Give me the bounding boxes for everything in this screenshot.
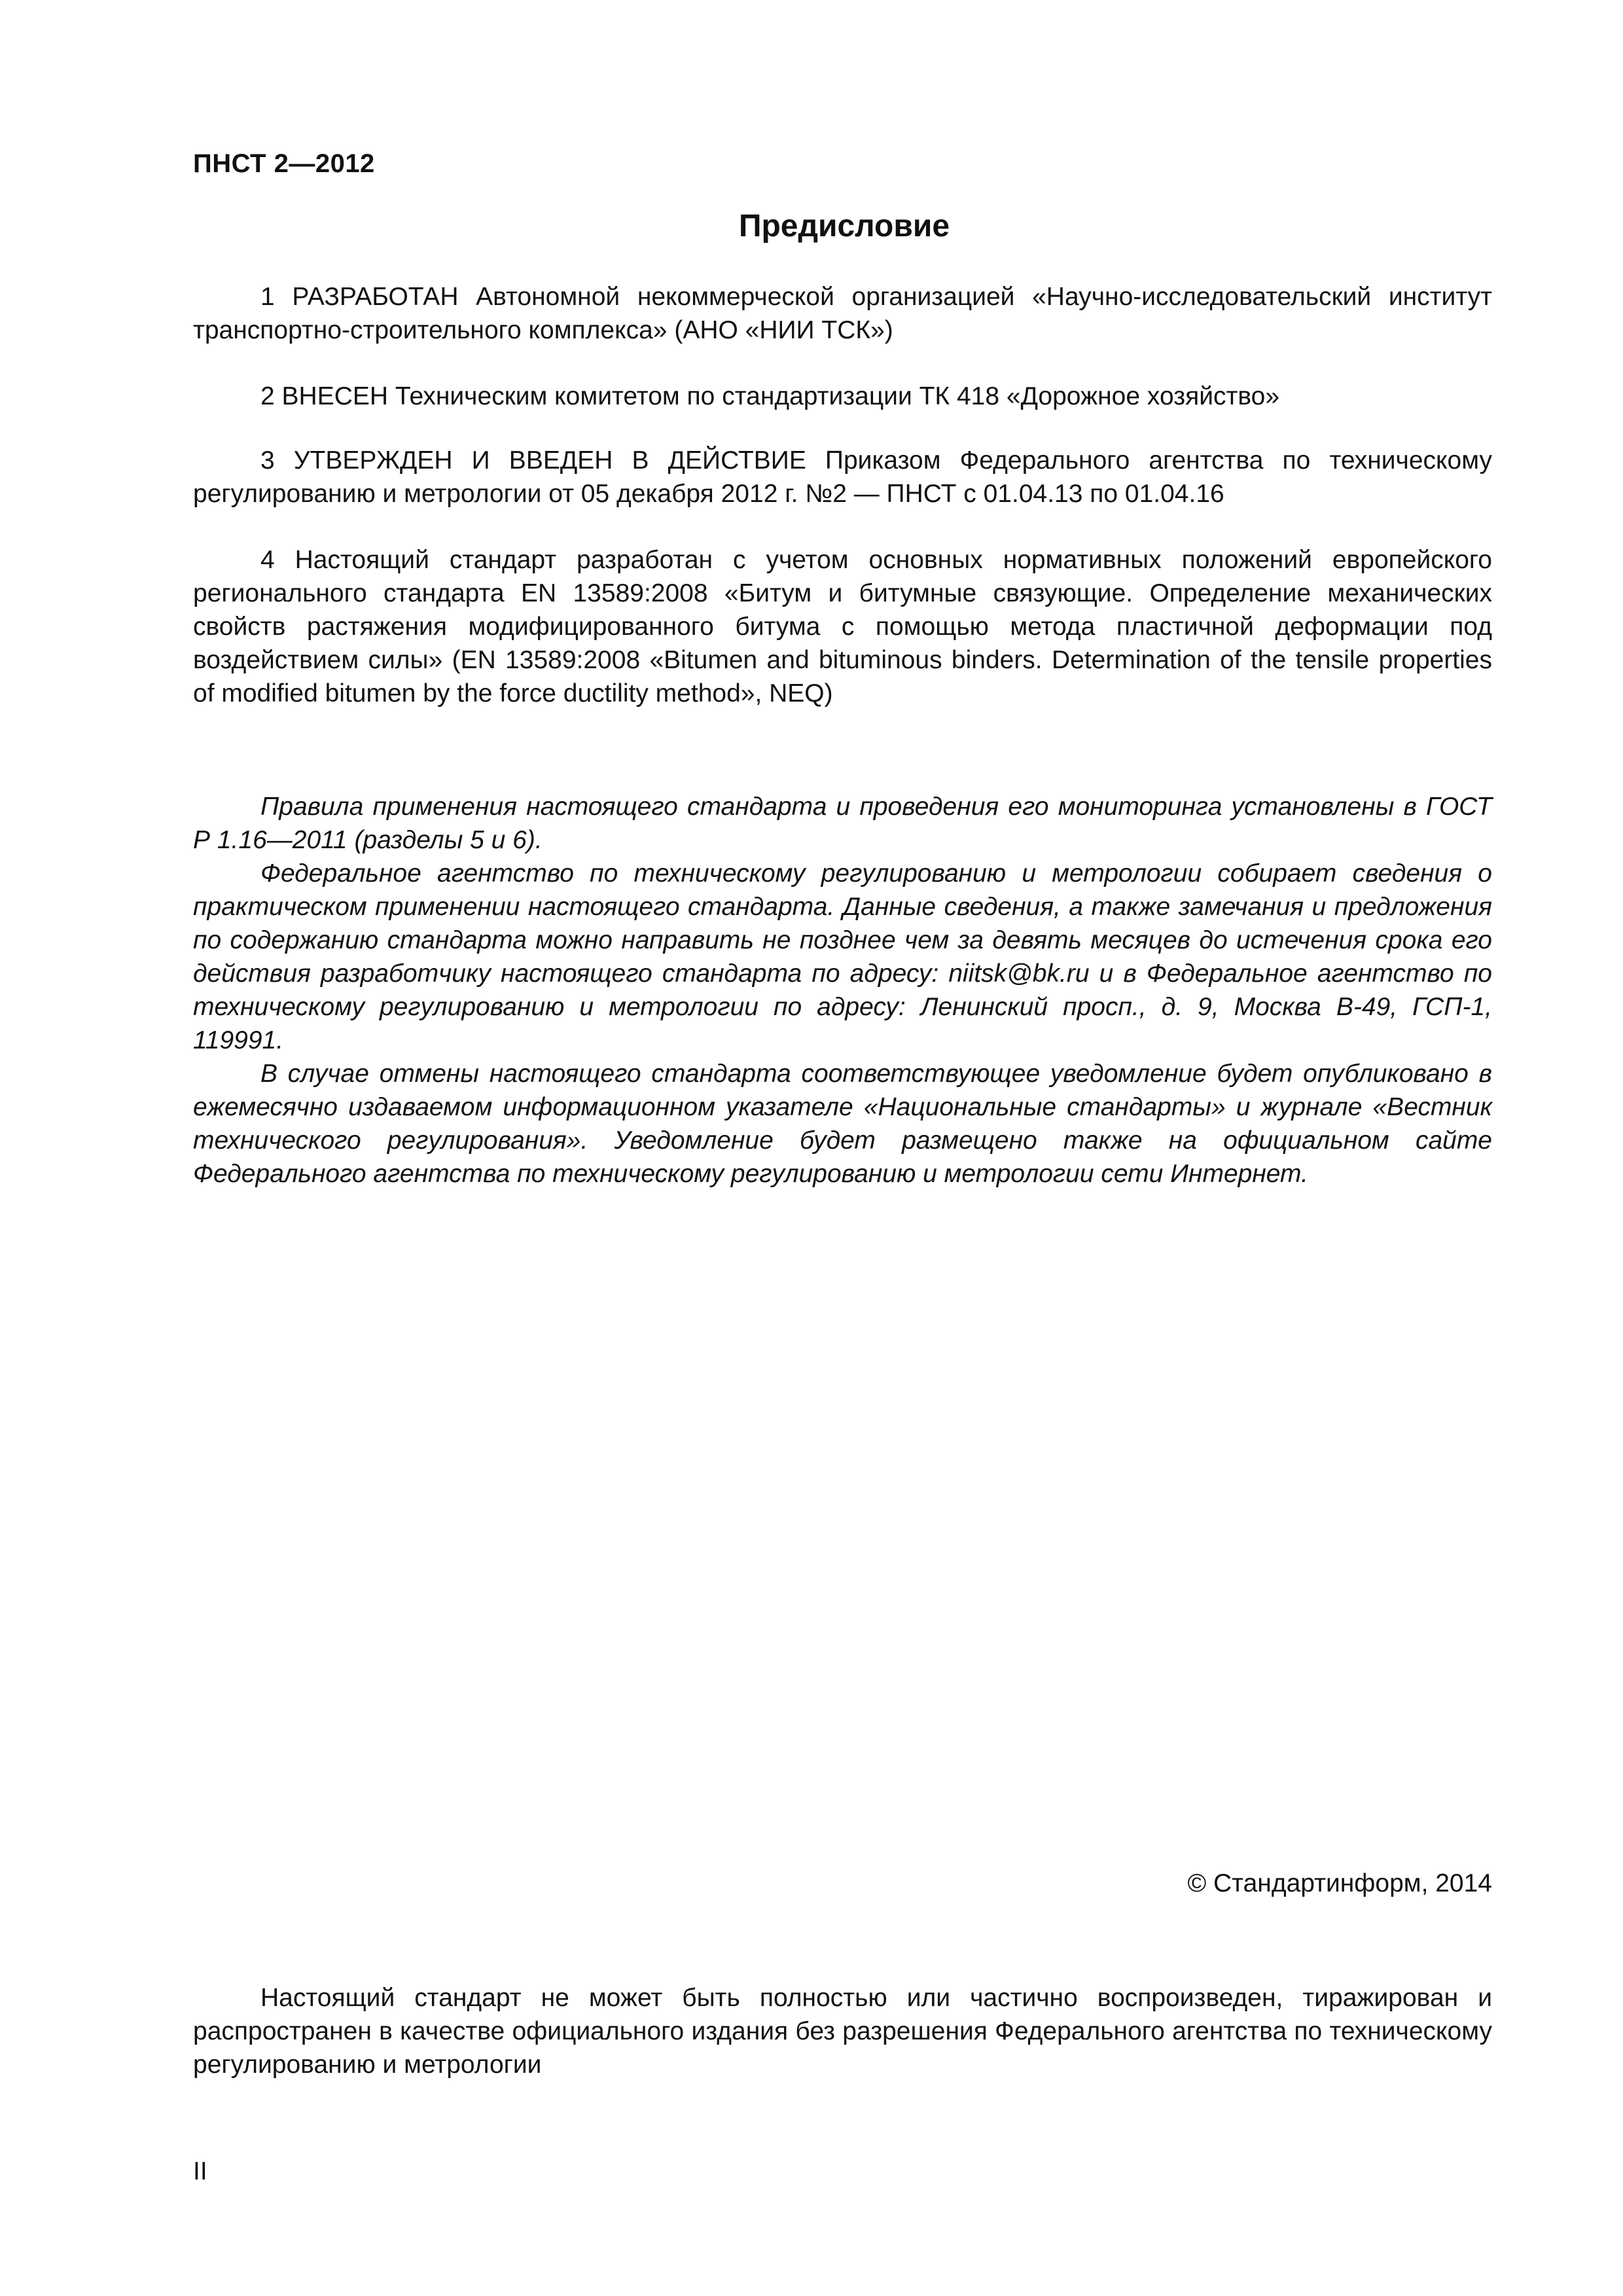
note-paragraph: Федеральное агентство по техническому регулированию и метрологии собирает сведения о практическом применении настоящего стандарта. Данные сведения, а также замечания и предложения по содержанию стандарта можно направить не позднее чем за девять месяцев до истечения срока его действия разработчику настоящего стандарта по адресу: niitsk@bk.ru и в Федеральное агентство по техническому регулированию и метрологии по адресу: Ленинский просп., д. 9, Москва В-49, ГСП-1, 119991. — [193, 859, 1492, 1054]
notes-section — [193, 790, 1492, 1191]
page-title: Предисловие — [738, 209, 950, 243]
foreword-item-4 — [193, 543, 1492, 710]
foreword-item-3 — [193, 444, 1492, 511]
note-paragraph: Правила применения настоящего стандарта и проведения его мониторинга установлены в ГОСТ Р 1.16—2011 (разделы 5 и 6). — [193, 793, 1492, 854]
reproduction-notice-text: Настоящий стандарт не может быть полностью или частично воспроизведен, тиражирован и распространен в качестве официального издания без разрешения Федерального агентства по техническому регулированию и метрологии — [193, 1984, 1492, 2079]
note-paragraph: В случае отмены настоящего стандарта соответствующее уведомление будет опубликовано в ежемесячно издаваемом информационном указателе «Национальные стандарты» и журнале «Вестник технического регулирования». Уведомление будет размещено также на официальном сайте Федерального агентства по техническому регулированию и метрологии сети Интернет. — [193, 1060, 1492, 1188]
foreword-item-text: 1 РАЗРАБОТАН Автономной некоммерческой организацией «Научно-исследовательский институт транспортно-строительного комплекса» (АНО «НИИ ТСК») — [193, 283, 1492, 344]
copyright-line: © Стандартинформ, 2014 — [1187, 1869, 1492, 1897]
reproduction-notice — [193, 1981, 1492, 2081]
foreword-item-text: 4 Настоящий стандарт разработан с учетом основных нормативных положений европейского регионального стандарта EN 13589:2008 «Битум и битумные связующие. Определение механических свойств растяжения модифицированного битума с помощью метода пластичной деформации под воздействием силы» (EN 13589:2008 «Bitumen and bituminous binders. Determination of the tensile properties of modified bitumen by the force ductility method», NEQ) — [193, 546, 1492, 708]
foreword-item-text: 3 УТВЕРЖДЕН И ВВЕДЕН В ДЕЙСТВИЕ Приказом Федерального агентства по техническому регулированию и метрологии от 05 декабря 2012 г. №2 — ПНСТ с 01.04.13 по 01.04.16 — [193, 446, 1492, 508]
foreword-item-text: 2 ВНЕСЕН Техническим комитетом по стандартизации ТК 418 «Дорожное хозяйство» — [260, 382, 1280, 410]
document-code: ПНСТ 2—2012 — [193, 149, 375, 178]
foreword-item-2 — [193, 380, 1492, 413]
foreword-item-1 — [193, 280, 1492, 347]
page-number: II — [193, 2157, 207, 2185]
